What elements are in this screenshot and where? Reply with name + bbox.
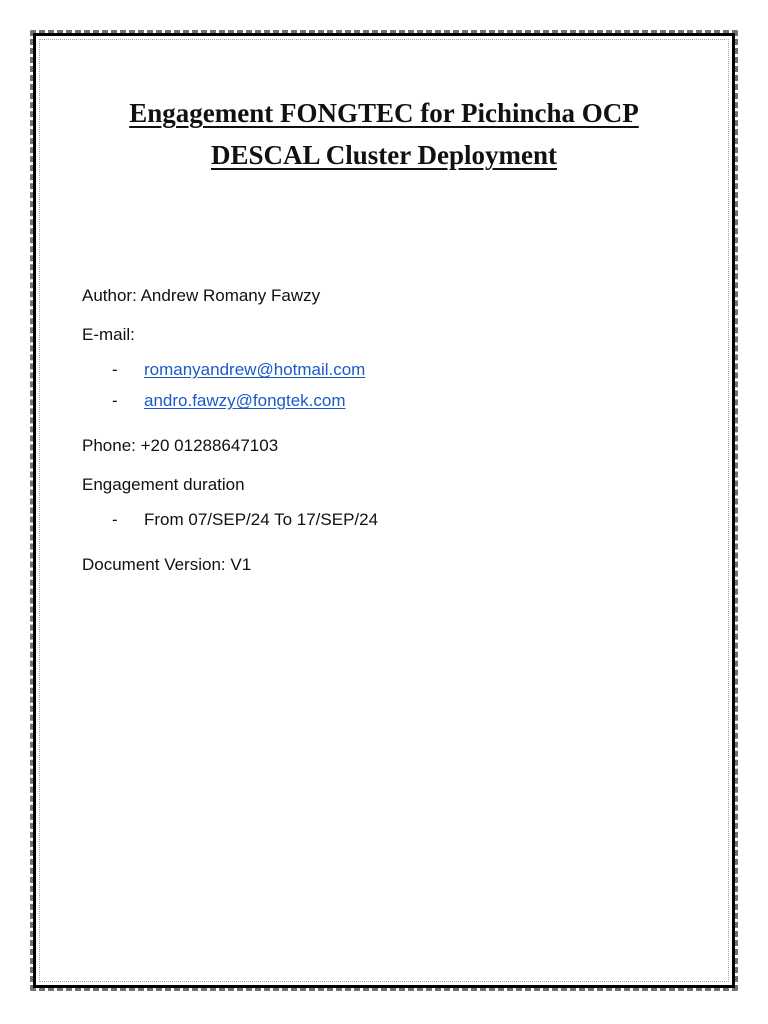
version-line: Document Version: V1: [82, 555, 252, 574]
email-link-hotmail[interactable]: romanyandrew@hotmail.com: [144, 360, 366, 379]
email-label: E-mail:: [82, 325, 135, 344]
email-list: [82, 358, 682, 420]
duration-list: [82, 508, 682, 539]
bullet-dash: -: [112, 360, 118, 379]
duration-range: From 07/SEP/24 To 17/SEP/24: [144, 510, 379, 529]
list-item: [82, 508, 682, 539]
document-title-line-1: Engagement FONGTEC for Pichincha OCP: [129, 98, 639, 128]
author-line: Author: Andrew Romany Fawzy: [82, 286, 321, 305]
list-item: [82, 358, 682, 389]
duration-label: Engagement duration: [82, 475, 245, 494]
document-body: [82, 284, 682, 592]
bullet-dash: -: [112, 391, 118, 410]
document-title-line-2: DESCAL Cluster Deployment: [210, 140, 558, 170]
phone-line: Phone: +20 01288647103: [82, 436, 279, 455]
document-title: [0, 92, 768, 176]
list-item: [82, 389, 682, 420]
email-link-fongtek[interactable]: andro.fawzy@fongtek.com: [144, 391, 346, 410]
bullet-dash: -: [112, 510, 118, 529]
